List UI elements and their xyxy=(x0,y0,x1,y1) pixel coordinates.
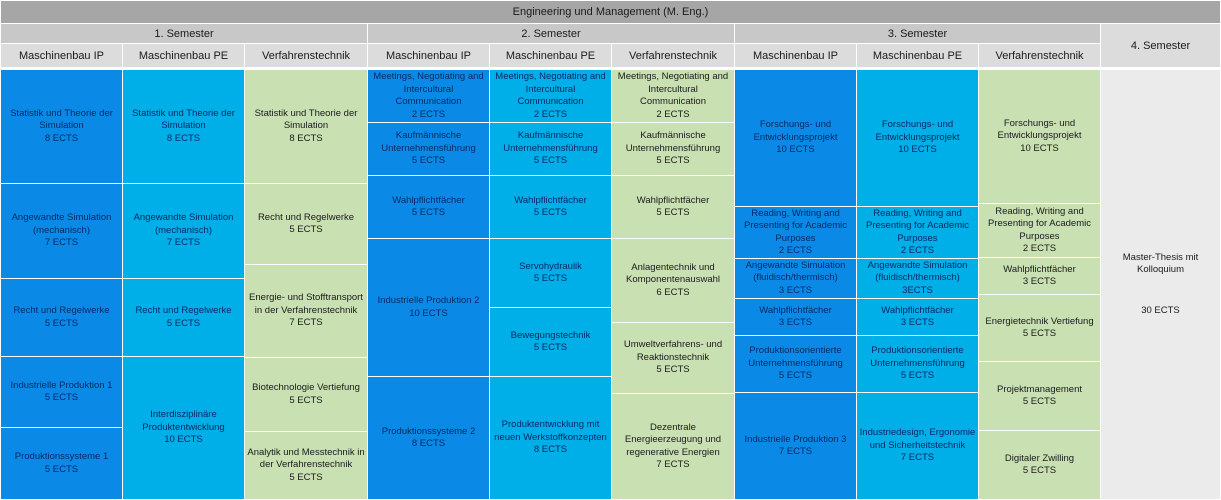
semester-4-header: 4. Semester xyxy=(1101,24,1220,67)
module-name: Angewandte Simulation (mechanisch) xyxy=(11,212,112,236)
module-name: Angewandte Simulation (fluidisch/thermisch) xyxy=(745,259,846,284)
module-ects: 5 ECTS xyxy=(656,364,690,376)
module-name: Statistik und Theorie der Simulation xyxy=(132,107,235,132)
module-name: Energietechnik Vertiefung xyxy=(985,315,1094,327)
module-ects: 6 ECTS xyxy=(656,286,690,298)
module-ects: 5 ECTS xyxy=(44,392,79,403)
module-ects: 8 ECTS xyxy=(44,132,79,144)
module-cell xyxy=(245,70,367,183)
module-name: Bewegungstechnik xyxy=(510,329,591,341)
module-name: Wahlpflichtfächer xyxy=(759,304,832,316)
module-name: Produktionsorientierte Unternehmensführung xyxy=(748,345,843,369)
module-ects: 5 ECTS xyxy=(533,273,568,284)
module-name: Recht und Regelwerke xyxy=(257,211,355,223)
module-name: Wahlpflichtfächer xyxy=(881,304,954,316)
module-ects: 8 ECTS xyxy=(533,444,568,456)
module-name: Kaufmännische Unternehmensführung xyxy=(381,130,476,154)
module-ects: 7 ECTS xyxy=(166,237,201,249)
module-cell xyxy=(123,279,244,356)
module-ects: 2 ECTS xyxy=(656,108,690,120)
semester-3-header: 3. Semester xyxy=(735,24,1100,43)
module-name: Angewandte Simulation (fluidisch/thermisch) xyxy=(867,259,968,284)
module-name: Forschungs- und Entwicklungsprojekt xyxy=(997,117,1082,142)
module-cell xyxy=(490,239,611,307)
module-name: Reading, Writing and Presenting for Academic Purposes xyxy=(744,207,847,244)
module-name: Produktionssysteme 1 xyxy=(14,451,109,462)
module-name: Forschungs- und Entwicklungsprojekt xyxy=(875,119,960,143)
module-name: Meetings, Negotiating and Intercultural Communication xyxy=(495,71,606,107)
module-name: Industrielle Produktion 2 xyxy=(377,295,480,306)
master-thesis-cell xyxy=(1101,70,1220,499)
column-header-pe: Maschinenbau PE xyxy=(123,44,244,67)
module-ects: 7 ECTS xyxy=(44,237,79,249)
module-name: Interdisziplinäre Produktentwicklung xyxy=(142,409,225,433)
column-header-ip: Maschinenbau IP xyxy=(368,44,489,67)
module-name: Forschungs- und Entwicklungsprojekt xyxy=(753,119,838,143)
module-name: Biotechnologie Vertiefung xyxy=(252,382,360,393)
module-name: Reading, Writing and Presenting for Academic Purposes xyxy=(866,207,969,244)
module-ects: 8 ECTS xyxy=(411,438,446,449)
module-cell xyxy=(1,428,122,499)
module-cell xyxy=(735,336,856,392)
module-cell xyxy=(735,259,856,298)
module-ects: 2 ECTS xyxy=(778,245,813,256)
module-name: Statistik und Theorie der Simulation xyxy=(254,107,358,132)
module-cell xyxy=(490,377,611,499)
column-header-ip: Maschinenbau IP xyxy=(1,44,122,67)
module-cell xyxy=(368,239,489,376)
module-cell xyxy=(368,123,489,175)
module-ects: 5 ECTS xyxy=(900,370,935,382)
module-ects: 5 ECTS xyxy=(411,155,446,167)
module-ects: 10 ECTS xyxy=(776,144,815,156)
module-cell xyxy=(490,70,611,122)
module-cell xyxy=(490,123,611,175)
module-ects: 8 ECTS xyxy=(166,132,201,144)
module-name: Kaufmännische Unternehmensführung xyxy=(503,130,598,154)
module-cell xyxy=(979,362,1100,430)
semester-1-header: 1. Semester xyxy=(1,24,367,43)
module-ects: 2 ECTS xyxy=(1022,243,1057,254)
module-cell xyxy=(857,259,978,298)
program-title: Engineering und Management (M. Eng.) xyxy=(1,1,1220,23)
module-ects: 5 ECTS xyxy=(778,370,813,382)
module-cell xyxy=(612,394,734,499)
module-cell xyxy=(979,258,1100,294)
module-ects: 3 ECTS xyxy=(778,317,813,328)
module-ects: 7 ECTS xyxy=(778,446,813,457)
module-ects: 8 ECTS xyxy=(289,132,323,144)
module-name: Anlagentechnik und Komponentenauswahl xyxy=(625,261,720,286)
module-ects: 10 ECTS xyxy=(164,434,203,446)
module-cell xyxy=(612,123,734,175)
module-cell xyxy=(123,70,244,183)
module-ects: 2 ECTS xyxy=(533,108,568,120)
module-name: Digitaler Zwilling xyxy=(1004,452,1075,464)
module-name: Wahlpflichtfächer xyxy=(1003,263,1076,275)
module-ects: 5 ECTS xyxy=(289,471,323,483)
module-ects: 30 ECTS xyxy=(1141,304,1180,316)
column-header-vt: Verfahrenstechnik xyxy=(979,44,1100,67)
module-ects: 3 ECTS xyxy=(900,317,935,328)
module-cell xyxy=(245,184,367,264)
module-name: Projektmanagement xyxy=(996,383,1083,395)
module-ects: 10 ECTS xyxy=(898,144,937,156)
column-header-vt: Verfahrenstechnik xyxy=(245,44,367,67)
module-ects: 5 ECTS xyxy=(656,207,690,218)
module-cell xyxy=(245,265,367,357)
column-header-vt: Verfahrenstechnik xyxy=(612,44,734,67)
module-cell xyxy=(123,357,244,499)
module-cell xyxy=(612,176,734,238)
module-cell xyxy=(1,279,122,356)
module-cell xyxy=(857,299,978,335)
module-cell xyxy=(612,70,734,122)
module-cell xyxy=(612,239,734,322)
module-cell xyxy=(735,207,856,258)
module-cell xyxy=(612,323,734,393)
module-cell xyxy=(979,70,1100,203)
module-cell xyxy=(368,70,489,122)
module-ects: 10 ECTS xyxy=(409,307,448,319)
module-ects: 7 ECTS xyxy=(900,452,935,464)
module-cell xyxy=(979,431,1100,499)
module-cell xyxy=(735,393,856,499)
module-name: Recht und Regelwerke xyxy=(13,305,110,316)
module-name: Wahlpflichtfächer xyxy=(514,194,587,206)
module-name: Produktentwicklung mit neuen Werkstoffkonzepten xyxy=(494,419,607,443)
column-header-pe: Maschinenbau PE xyxy=(490,44,611,67)
module-cell xyxy=(245,432,367,499)
module-ects: 5 ECTS xyxy=(411,207,446,218)
semester-2-header: 2. Semester xyxy=(368,24,734,43)
module-ects: 2 ECTS xyxy=(411,108,446,120)
module-name: Angewandte Simulation (mechanisch) xyxy=(133,212,234,236)
module-ects: 10 ECTS xyxy=(1020,142,1059,154)
module-cell xyxy=(490,308,611,376)
module-ects: 3 ECTS xyxy=(1022,276,1057,287)
module-ects: 3 ECTS xyxy=(778,284,813,296)
module-cell xyxy=(735,70,856,206)
module-cell xyxy=(368,377,489,499)
module-cell xyxy=(857,393,978,499)
module-name: Industrielle Produktion 1 xyxy=(10,379,113,391)
module-cell xyxy=(245,358,367,431)
module-name: Servohydraulik xyxy=(519,260,582,272)
module-name: Recht und Regelwerke xyxy=(135,305,232,316)
module-name: Dezentrale Energieerzeugung und regenerative Energien xyxy=(624,421,722,458)
column-header-pe: Maschinenbau PE xyxy=(857,44,978,67)
module-ects: 5 ECTS xyxy=(44,463,79,475)
module-name: Meetings, Negotiating and Intercultural Communication xyxy=(373,71,484,107)
module-ects: 5 ECTS xyxy=(1022,465,1057,476)
module-name: Reading, Writing and Presenting for Academic Purposes xyxy=(988,205,1091,242)
module-name: Produktionssysteme 2 xyxy=(381,425,476,437)
module-ects: 3ECTS xyxy=(902,284,933,296)
module-name: Industrielle Produktion 3 xyxy=(744,433,847,445)
column-header-ip: Maschinenbau IP xyxy=(735,44,856,67)
module-ects: 5 ECTS xyxy=(1022,328,1057,339)
module-ects: 5 ECTS xyxy=(533,207,568,218)
module-cell xyxy=(735,299,856,335)
module-name: Industriedesign, Ergonomie und Sicherheitstechnik xyxy=(859,427,976,451)
module-ects: 5 ECTS xyxy=(656,155,690,167)
module-cell xyxy=(857,336,978,392)
module-ects: 5 ECTS xyxy=(533,342,568,353)
module-ects: 5 ECTS xyxy=(289,394,323,406)
module-ects: 5 ECTS xyxy=(166,317,201,329)
module-cell xyxy=(1,357,122,427)
module-cell xyxy=(1,70,122,183)
module-ects: 5 ECTS xyxy=(44,317,79,329)
module-name: Kaufmännische Unternehmensführung xyxy=(625,130,721,154)
module-name: Produktionsorientierte Unternehmensführung xyxy=(870,345,965,369)
module-cell xyxy=(490,176,611,238)
module-name: Wahlpflichtfächer xyxy=(636,194,710,206)
module-ects: 7 ECTS xyxy=(656,459,690,470)
module-cell xyxy=(857,70,978,206)
module-ects: 5 ECTS xyxy=(533,155,568,167)
module-name: Umweltverfahrens- und Reaktionstechnik xyxy=(623,339,723,363)
module-name: Statistik und Theorie der Simulation xyxy=(10,107,113,132)
module-cell xyxy=(368,176,489,238)
module-cell xyxy=(857,207,978,258)
module-name: Meetings, Negotiating and Intercultural Communication xyxy=(617,71,729,107)
module-cell xyxy=(979,295,1100,361)
module-name: Wahlpflichtfächer xyxy=(392,194,465,206)
module-cell xyxy=(979,204,1100,257)
module-ects: 5 ECTS xyxy=(1022,396,1057,407)
module-name: Master-Thesis mit Kolloquium xyxy=(1122,251,1199,276)
module-name: Analytik und Messtechnik in der Verfahrenstechnik xyxy=(247,446,365,471)
module-ects: 2 ECTS xyxy=(900,245,935,256)
module-ects: 7 ECTS xyxy=(289,317,323,329)
module-cell xyxy=(123,184,244,278)
module-name: Energie- und Stofftransport in der Verfahrenstechnik xyxy=(249,292,363,316)
module-ects: 5 ECTS xyxy=(289,224,323,235)
module-cell xyxy=(1,184,122,278)
